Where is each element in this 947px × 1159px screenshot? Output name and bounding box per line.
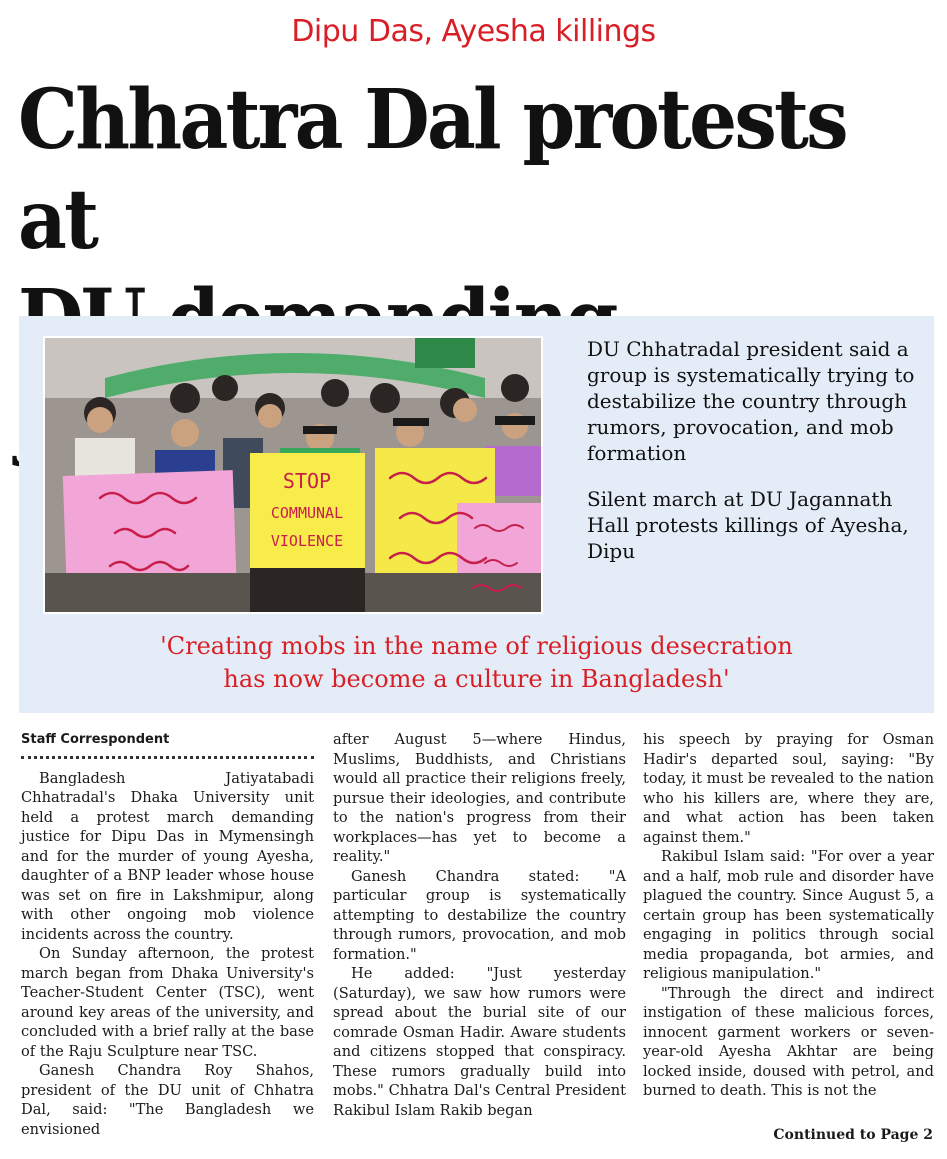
paragraph: He added: "Just yesterday (Saturday), we saw how rumors were spread about the burial site of our comrade Osman Hadir. Aware students and citizens stopped that conspiracy. These rumors gradually build into mobs." Chhatra Dal's Central President Rakibul Islam Rakib began — [333, 965, 626, 1119]
pullquote-line-1: 'Creating mobs in the name of religious desecration — [160, 632, 793, 660]
sign-text-2: COMMUNAL — [270, 504, 344, 522]
kicker: Dipu Das, Ayesha killings — [291, 14, 656, 49]
sign-text-3: VIOLENCE — [270, 532, 344, 550]
paragraph: after August 5—where Hindus, Muslims, Buddhists, and Christians would all practice their religions freely, pursue their ideologies, and contribute to the nation's progress from their workplaces—has yet to become a reality." — [333, 731, 626, 865]
paragraph: Ganesh Chandra stated: "A particular group is systematically attempting to destabilize the country through rumors, provocation, and mob formation." — [333, 867, 626, 963]
paragraph: "Through the direct and indirect instigation of these malicious forces, innocent garment workers or seven-year-old Ayesha Akhtar are being locked inside, doused with petrol, and burned to death. This is not the — [643, 984, 934, 1099]
paragraph: On Sunday afternoon, the protest march began from Dhaka University's Teacher-Student Center (TSC), went around key areas of the university, and concluded with a brief rally at the base of the Raju Sculpture near TSC. — [21, 945, 314, 1060]
paragraph: his speech by praying for Osman Hadir's departed soul, saying: "By today, it must be revealed to the nation who his killers are, where they are, and what action has been taken against them." — [643, 731, 934, 846]
pullquote-line-2: has now become a culture in Bangladesh' — [223, 665, 730, 693]
article-column-3 — [643, 730, 934, 1101]
summary-point-1: DU Chhatradal president said a group is systematically trying to destabilize the country through rumors, provocation, and mob formation — [587, 337, 915, 465]
sign-text-1: STOP — [282, 469, 332, 493]
article-column-2 — [333, 730, 626, 1120]
summary-points — [587, 336, 927, 584]
protest-photo — [43, 336, 543, 614]
paragraph: Bangladesh Jatiyatabadi Chhatradal's Dhaka University unit held a protest march demanding justice for Dipu Das in Mymensingh and for the murder of young Ayesha, daughter of a BNP leader whose house was set on fire in Lakshmipur, along with other ongoing mob violence incidents across the country. — [21, 769, 314, 943]
byline: Staff Correspondent — [21, 730, 314, 759]
headline-line-1: Chhatra Dal protests at — [18, 72, 846, 268]
highlight-box — [19, 316, 934, 713]
continued-link[interactable]: Continued to Page 2 — [773, 1127, 933, 1143]
article-column-1 — [21, 730, 314, 1139]
paragraph: Ganesh Chandra Roy Shahos, president of the DU unit of Chhatra Dal, said: "The Bangladesh we envisioned — [21, 1062, 314, 1138]
protest-photo-illustration — [45, 338, 541, 612]
summary-point-2: Silent march at DU Jagannath Hall protests killings of Ayesha, Dipu — [587, 487, 909, 563]
paragraph: Rakibul Islam said: "For over a year and a half, mob rule and disorder have plagued the country. Since August 5, a certain group has been systematically engaging in politics through social media propaganda, bot armies, and religious manipulation." — [643, 848, 934, 982]
pullquote — [19, 630, 934, 696]
